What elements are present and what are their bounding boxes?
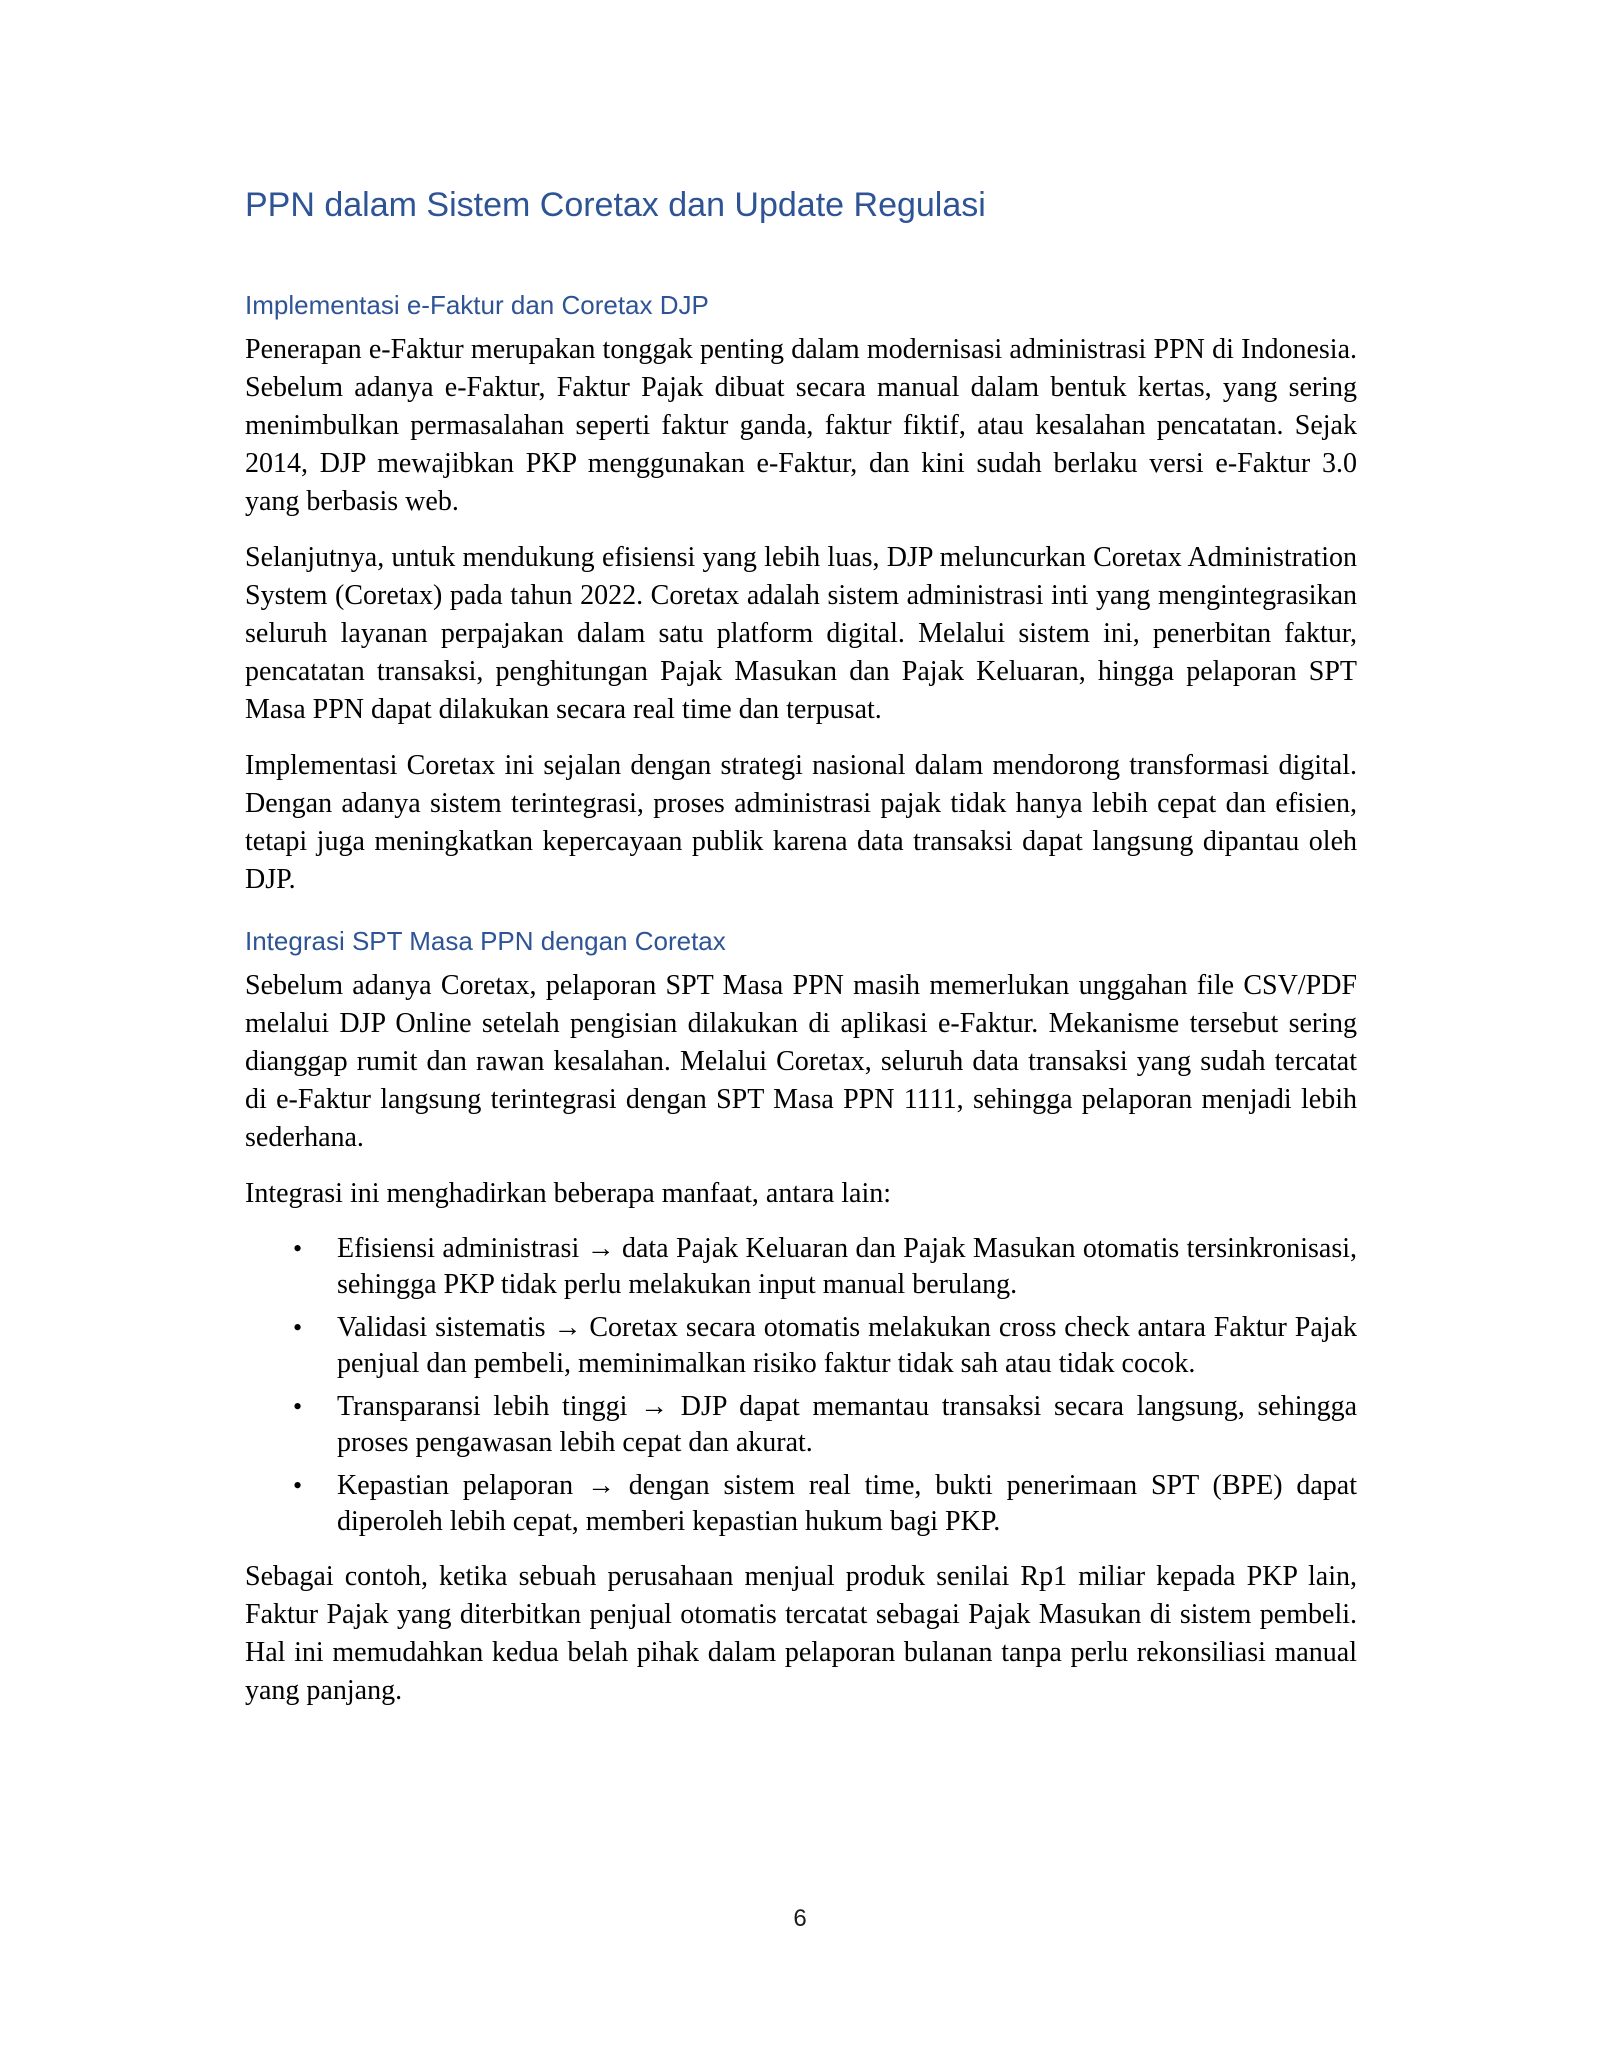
bullet-icon: • [293, 1313, 303, 1342]
bullet-icon: • [293, 1392, 303, 1421]
list-item-text: Efisiensi administrasi → data Pajak Keluaran dan Pajak Masukan otomatis tersinkronisasi, sehingga PKP tidak perlu melakukan input manual berulang. [337, 1233, 1357, 1300]
paragraph: Sebelum adanya Coretax, pelaporan SPT Masa PPN masih memerlukan unggahan file CSV/PDF melalui DJP Online setelah pengisian dilakukan di aplikasi e-Faktur. Mekanisme tersebut sering dianggap rumit dan rawan kesalahan. Melalui Coretax, seluruh data transaksi yang sudah tercatat di e-Faktur langsung terintegrasi dengan SPT Masa PPN 1111, sehingga pelaporan menjadi lebih sederhana. [245, 970, 1357, 1153]
paragraph-example: Sebagai contoh, ketika sebuah perusahaan menjual produk senilai Rp1 miliar kepada PKP lain, Faktur Pajak yang diterbitkan penjual otomatis tercatat sebagai Pajak Masukan di sistem pembeli. Hal ini memudahkan kedua belah pihak dalam pelaporan bulanan tanpa perlu rekonsiliasi manual yang panjang. [245, 1561, 1357, 1706]
page-title: PPN dalam Sistem Coretax dan Update Regulasi [245, 186, 986, 224]
paragraph: Penerapan e-Faktur merupakan tonggak penting dalam modernisasi administrasi PPN di Indonesia. Sebelum adanya e-Faktur, Faktur Pajak dibuat secara manual dalam bentuk kertas, yang sering menimbulkan permasalahan seperti faktur ganda, faktur fiktif, atau kesalahan pencatatan. Sejak 2014, DJP mewajibkan PKP menggunakan e-Faktur, dan kini sudah berlaku versi e-Faktur 3.0 yang berbasis web. [245, 334, 1357, 517]
list-item [293, 1389, 1357, 1461]
list-item [293, 1310, 1357, 1382]
list-item-text: Validasi sistematis → Coretax secara otomatis melakukan cross check antara Faktur Pajak penjual dan pembeli, meminimalkan risiko faktur tidak sah atau tidak cocok. [337, 1312, 1357, 1379]
list-item [293, 1231, 1357, 1303]
section-heading-implementasi: Implementasi e-Faktur dan Coretax DJP [245, 290, 709, 320]
list-item-text: Kepastian pelaporan → dengan sistem real time, bukti penerimaan SPT (BPE) dapat diperoleh lebih cepat, memberi kepastian hukum bagi PKP. [337, 1470, 1357, 1537]
bullet-icon: • [293, 1234, 303, 1263]
paragraph-list-intro: Integrasi ini menghadirkan beberapa manfaat, antara lain: [245, 1178, 892, 1209]
list-item [293, 1468, 1357, 1540]
list-item-text: Transparansi lebih tinggi → DJP dapat memantau transaksi secara langsung, sehingga proses pengawasan lebih cepat dan akurat. [337, 1391, 1357, 1458]
paragraph: Selanjutnya, untuk mendukung efisiensi yang lebih luas, DJP meluncurkan Coretax Administration System (Coretax) pada tahun 2022. Coretax adalah sistem administrasi inti yang mengintegrasikan seluruh layanan perpajakan dalam satu platform digital. Melalui sistem ini, penerbitan faktur, pencatatan transaksi, penghitungan Pajak Masukan dan Pajak Keluaran, hingga pelaporan SPT Masa PPN dapat dilakukan secara real time dan terpusat. [245, 542, 1357, 725]
page-number: 6 [793, 1905, 807, 1932]
paragraph: Implementasi Coretax ini sejalan dengan strategi nasional dalam mendorong transformasi digital. Dengan adanya sistem terintegrasi, proses administrasi pajak tidak hanya lebih cepat dan efisien, tetapi juga meningkatkan kepercayaan publik karena data transaksi dapat langsung dipantau oleh DJP. [245, 750, 1357, 895]
document-content [245, 183, 1357, 1728]
page-footer [0, 1905, 1600, 1933]
benefit-list [245, 1231, 1357, 1540]
bullet-icon: • [293, 1471, 303, 1500]
section-heading-integrasi: Integrasi SPT Masa PPN dengan Coretax [245, 926, 726, 956]
